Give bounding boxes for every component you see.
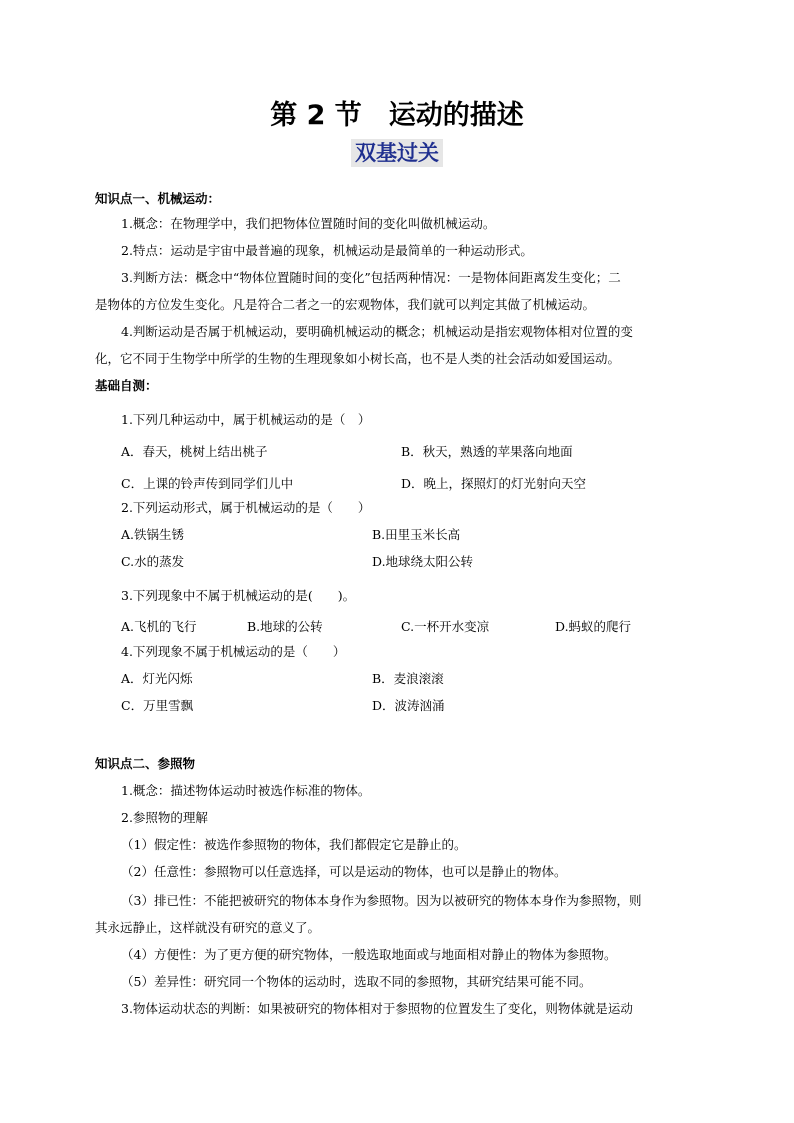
section2-item: （1）假定性：被选作参照物的物体，我们都假定它是静止的。 bbox=[121, 837, 467, 852]
question-3-option-a: A.飞机的飞行 bbox=[121, 619, 197, 634]
question-4-option-c: C．万里雪飘 bbox=[121, 698, 194, 713]
page-title: 第 2 节 运动的描述 bbox=[270, 100, 524, 131]
section1-heading: 知识点一、机械运动： bbox=[95, 191, 221, 206]
page-subtitle: 双基过关 bbox=[351, 139, 443, 167]
section1-item: 3.判断方法：概念中“物体位置随时间的变化”包括两种情况：一是物体间距离发生变化；二 bbox=[121, 270, 621, 285]
question-1-stem: 1.下列几种运动中，属于机械运动的是（ ） bbox=[121, 412, 371, 427]
section1-item: 化，它不同于生物学中所学的生物的生理现象如小树长高，也不是人类的社会活动如爱国运动。 bbox=[95, 351, 621, 366]
section2-item: 其永远静止，这样就没有研究的意义了。 bbox=[95, 920, 321, 935]
section2-item: （2）任意性：参照物可以任意选择，可以是运动的物体，也可以是静止的物体。 bbox=[121, 864, 567, 879]
question-2-stem: 2.下列运动形式，属于机械运动的是（ ） bbox=[121, 500, 371, 515]
question-4-stem: 4.下列现象不属于机械运动的是（ ） bbox=[121, 644, 346, 659]
section2-item: （5）差异性：研究同一个物体的运动时，选取不同的参照物，其研究结果可能不同。 bbox=[121, 974, 592, 989]
subtitle-container bbox=[0, 139, 794, 167]
section2-heading: 知识点二、参照物 bbox=[95, 756, 196, 771]
question-3-option-d: D.蚂蚁的爬行 bbox=[555, 619, 632, 634]
section2-item: 2.参照物的理解 bbox=[121, 810, 208, 825]
question-4-option-b: B．麦浪滚滚 bbox=[372, 671, 444, 686]
section2-item: 1.概念：描述物体运动时被选作标准的物体。 bbox=[121, 783, 371, 798]
question-2-option-a: A.铁锅生锈 bbox=[121, 527, 185, 542]
question-1-option-c: C．上课的铃声传到同学们儿中 bbox=[121, 476, 294, 491]
question-2-option-d: D.地球绕太阳公转 bbox=[372, 554, 474, 569]
question-2-option-c: C.水的蒸发 bbox=[121, 554, 185, 569]
question-2-option-b: B.田里玉米长高 bbox=[372, 527, 461, 542]
question-3-option-b: B.地球的公转 bbox=[247, 619, 323, 634]
question-1-option-b: B．秋天，熟透的苹果落向地面 bbox=[401, 444, 573, 459]
question-4-option-d: D．波涛汹涌 bbox=[372, 698, 445, 713]
selftest-heading: 基础自测： bbox=[95, 378, 158, 393]
section2-item: （3）排已性：不能把被研究的物体本身作为参照物。因为以被研究的物体本身作为参照物，则 bbox=[121, 893, 642, 908]
section2-item: 3.物体运动状态的判断：如果被研究的物体相对于参照物的位置发生了变化，则物体就是运动 bbox=[121, 1001, 633, 1016]
question-3-option-c: C.一杯开水变凉 bbox=[401, 619, 490, 634]
section2-item: （4）方便性：为了更方便的研究物体，一般选取地面或与地面相对静止的物体为参照物。 bbox=[121, 947, 617, 962]
question-1-option-a: A．春天，桃树上结出桃子 bbox=[121, 444, 268, 459]
question-3-stem: 3.下列现象中不属于机械运动的是( )。 bbox=[121, 588, 356, 603]
question-1-option-d: D．晚上，探照灯的灯光射向天空 bbox=[401, 476, 587, 491]
section1-item: 1.概念：在物理学中，我们把物体位置随时间的变化叫做机械运动。 bbox=[121, 216, 496, 231]
section1-item: 4.判断运动是否属于机械运动，要明确机械运动的概念；机械运动是指宏观物体相对位置的变 bbox=[121, 324, 633, 339]
question-4-option-a: A．灯光闪烁 bbox=[121, 671, 193, 686]
section1-item: 是物体的方位发生变化。凡是符合二者之一的宏观物体，我们就可以判定其做了机械运动。 bbox=[95, 297, 596, 312]
section1-item: 2.特点：运动是宇宙中最普遍的现象，机械运动是最简单的一种运动形式。 bbox=[121, 243, 533, 258]
